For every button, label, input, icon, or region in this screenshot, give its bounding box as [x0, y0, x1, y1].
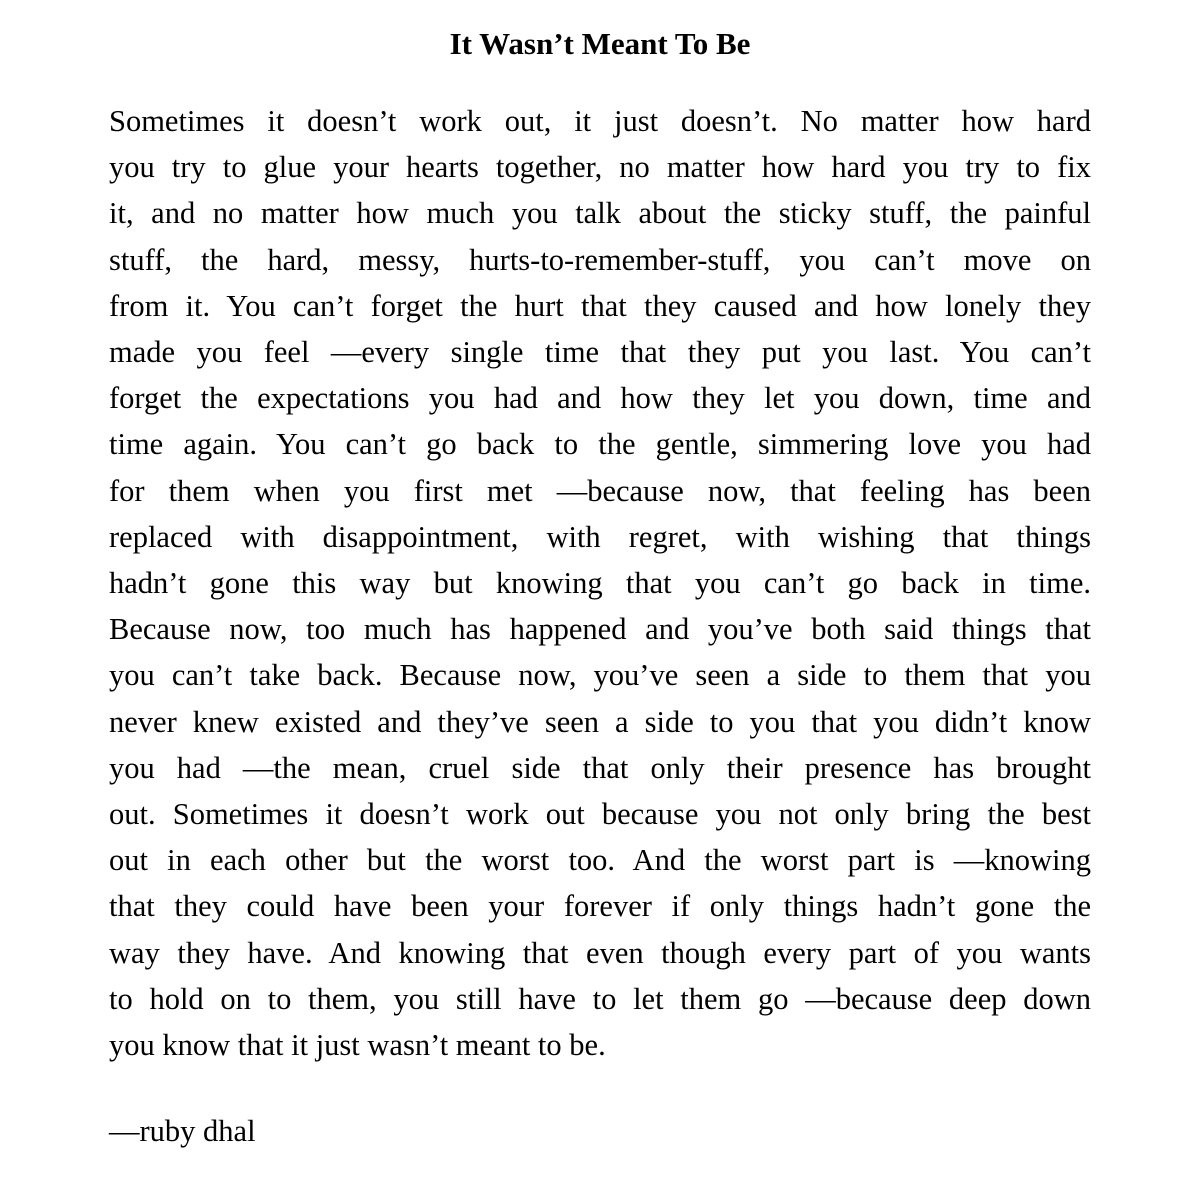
poem-body: [109, 98, 1091, 1068]
poem-line: you had —the mean, cruel side that only their presence has brought: [109, 750, 1091, 785]
poem-line: Because now, too much has happened and you’ve both said things that: [109, 612, 1091, 647]
poem-line: replaced with disappointment, with regret, with wishing that things: [109, 519, 1091, 554]
poem-line: you can’t take back. Because now, you’ve seen a side to them that you: [109, 658, 1091, 693]
poem-line: for them when you first met —because now, that feeling has been: [109, 473, 1091, 508]
poem-line: made you feel —every single time that they put you last. You can’t: [109, 335, 1091, 370]
poem-line: time again. You can’t go back to the gentle, simmering love you had: [109, 427, 1091, 462]
poem-line: forget the expectations you had and how they let you down, time and: [109, 381, 1091, 416]
poem-line: you try to glue your hearts together, no matter how hard you try to fix: [109, 150, 1091, 185]
poem-line: Sometimes it doesn’t work out, it just doesn’t. No matter how hard: [109, 104, 1091, 138]
poem-title: It Wasn’t Meant To Be: [449, 26, 751, 61]
poem-line: out. Sometimes it doesn’t work out because you not only bring the best: [109, 797, 1091, 832]
author-attribution: —ruby dhal: [109, 1114, 256, 1148]
poem-line: to hold on to them, you still have to let them go —because deep down: [109, 981, 1091, 1016]
poem-line: it, and no matter how much you talk about the sticky stuff, the painful: [109, 196, 1091, 231]
poem-line: way they have. And knowing that even though every part of you wants: [109, 935, 1091, 970]
poem-line: out in each other but the worst too. And the worst part is —knowing: [109, 843, 1091, 878]
poem-line: that they could have been your forever if only things hadn’t gone the: [109, 889, 1091, 924]
poem-line: from it. You can’t forget the hurt that they caused and how lonely they: [109, 288, 1091, 323]
poem-line: stuff, the hard, messy, hurts-to-remember-stuff, you can’t move on: [109, 242, 1091, 277]
poem-line: never knew existed and they’ve seen a side to you that you didn’t know: [109, 704, 1091, 739]
poem-line-last: you know that it just wasn’t meant to be.: [109, 1028, 606, 1063]
poem-line: hadn’t gone this way but knowing that you can’t go back in time.: [109, 566, 1091, 601]
